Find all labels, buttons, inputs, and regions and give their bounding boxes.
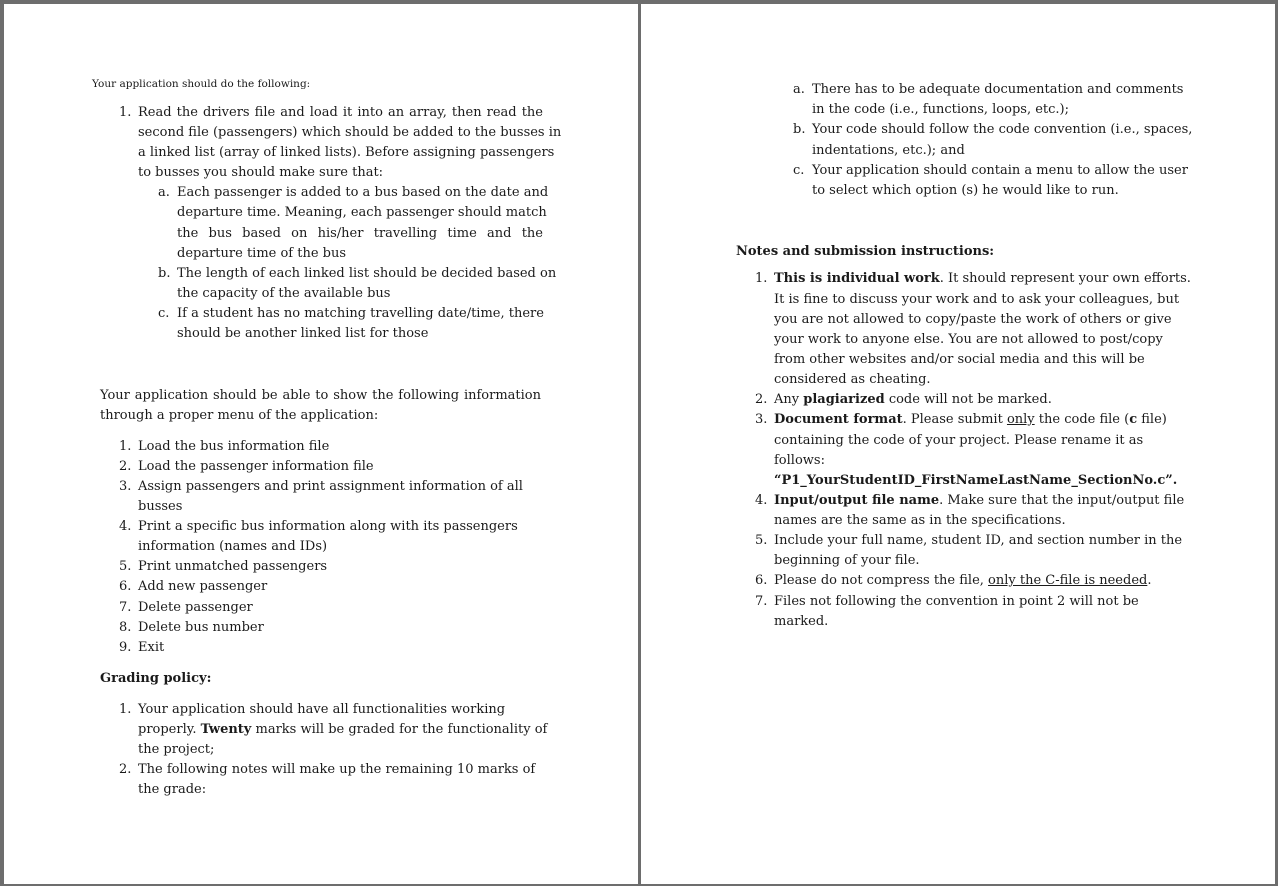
- note-line: This is individual work. It should represent your own efforts.: [774, 271, 1191, 286]
- menu-item: information (names and IDs): [138, 539, 328, 554]
- note-number: 5.: [755, 533, 768, 548]
- sublist-line: departure time of the bus: [177, 246, 347, 261]
- list-item-line: second file (passengers) which should be added to the busses in: [138, 125, 562, 140]
- sublist-line: should be another linked list for those: [177, 326, 429, 341]
- sublist-label: c.: [158, 306, 170, 321]
- list-item-line: Read the drivers file and load it into an array, then read the: [138, 105, 543, 120]
- note-line: Input/output file name. Make sure that the input/output file: [774, 493, 1185, 508]
- menu-item: Assign passengers and print assignment information of all: [138, 479, 523, 494]
- menu-item: Load the passenger information file: [138, 459, 374, 474]
- note-line: Please do not compress the file, only the C-file is needed.: [774, 573, 1152, 588]
- menu-number: 6.: [119, 579, 132, 594]
- list-item-line: to busses you should make sure that:: [138, 165, 384, 180]
- page-right: [641, 4, 1275, 884]
- sublist-line: indentations, etc.); and: [812, 143, 965, 158]
- note-line: you are not allowed to copy/paste the work of others or give: [774, 312, 1172, 327]
- menu-intro-line: through a proper menu of the application:: [100, 408, 379, 423]
- sublist-label: a.: [793, 82, 805, 97]
- menu-number: 8.: [119, 620, 132, 635]
- note-line: Files not following the convention in point 2 will not be: [774, 594, 1139, 609]
- grading-line: the project;: [138, 742, 215, 757]
- menu-item: busses: [138, 499, 183, 514]
- grading-line: the grade:: [138, 782, 207, 797]
- note-number: 6.: [755, 573, 768, 588]
- sublist-line: in the code (i.e., functions, loops, etc.);: [812, 102, 1069, 117]
- sublist-line: departure time. Meaning, each passenger should match: [177, 205, 547, 220]
- list-number: 1.: [119, 105, 132, 120]
- grading-number: 1.: [119, 702, 132, 717]
- grading-line: Your application should have all functionalities working: [138, 702, 506, 717]
- note-number: 3.: [755, 412, 768, 427]
- menu-number: 3.: [119, 479, 132, 494]
- menu-number: 1.: [119, 439, 132, 454]
- sublist-label: b.: [793, 122, 806, 137]
- menu-item: Delete bus number: [138, 620, 264, 635]
- note-line: marked.: [774, 614, 829, 629]
- menu-number: 7.: [119, 600, 132, 615]
- menu-item: Print unmatched passengers: [138, 559, 328, 574]
- sublist-label: c.: [793, 163, 805, 178]
- menu-number: 9.: [119, 640, 132, 655]
- note-line: from other websites and/or social media and this will be: [774, 352, 1145, 367]
- note-line: Include your full name, student ID, and section number in the: [774, 533, 1183, 548]
- notes-heading: Notes and submission instructions:: [736, 244, 995, 259]
- note-number: 4.: [755, 493, 768, 508]
- note-line: Document format. Please submit only the code file (c file): [774, 412, 1167, 427]
- sublist-line: the capacity of the available bus: [177, 286, 391, 301]
- menu-intro-line: Your application should be able to show the following information: [100, 388, 541, 403]
- menu-item: Print a specific bus information along with its passengers: [138, 519, 518, 534]
- menu-item: Exit: [138, 640, 165, 655]
- list-item-line: a linked list (array of linked lists). Before assigning passengers: [138, 145, 555, 160]
- note-line: containing the code of your project. Please rename it as: [774, 433, 1144, 448]
- menu-item: Delete passenger: [138, 600, 253, 615]
- menu-number: 4.: [119, 519, 132, 534]
- note-line: beginning of your file.: [774, 553, 920, 568]
- sublist-line: the bus based on his/her travelling time and the: [177, 226, 543, 241]
- note-line: considered as cheating.: [774, 372, 931, 387]
- sublist-line: If a student has no matching travelling date/time, there: [177, 306, 544, 321]
- filename-format: “P1_YourStudentID_FirstNameLastName_SectionNo.c”.: [774, 473, 1178, 488]
- sublist-line: Your code should follow the code convention (i.e., spaces,: [812, 122, 1193, 137]
- page-left: [4, 4, 638, 884]
- sublist-line: The length of each linked list should be decided based on: [177, 266, 557, 281]
- menu-item: Load the bus information file: [138, 439, 330, 454]
- grading-line: The following notes will make up the remaining 10 marks of: [138, 762, 536, 777]
- sublist-line: Your application should contain a menu to allow the user: [812, 163, 1188, 178]
- note-number: 1.: [755, 271, 768, 286]
- note-number: 2.: [755, 392, 768, 407]
- sublist-label: b.: [158, 266, 171, 281]
- menu-number: 2.: [119, 459, 132, 474]
- sublist-line: There has to be adequate documentation and comments: [812, 82, 1184, 97]
- note-number: 7.: [755, 594, 768, 609]
- menu-item: Add new passenger: [138, 579, 268, 594]
- sublist-line: Each passenger is added to a bus based on the date and: [177, 185, 549, 200]
- grading-line: properly. Twenty marks will be graded for the functionality of: [138, 722, 548, 737]
- note-line: follows:: [774, 453, 825, 468]
- note-line: It is fine to discuss your work and to ask your colleagues, but: [774, 292, 1180, 307]
- menu-number: 5.: [119, 559, 132, 574]
- note-line: names are the same as in the specifications.: [774, 513, 1066, 528]
- grading-number: 2.: [119, 762, 132, 777]
- grading-heading: Grading policy:: [100, 671, 212, 686]
- sublist-line: to select which option (s) he would like to run.: [812, 183, 1119, 198]
- note-line: your work to anyone else. You are not allowed to post/copy: [774, 332, 1163, 347]
- intro-text: Your application should do the following:: [92, 78, 311, 90]
- sublist-label: a.: [158, 185, 170, 200]
- note-line: Any plagiarized code will not be marked.: [774, 392, 1052, 407]
